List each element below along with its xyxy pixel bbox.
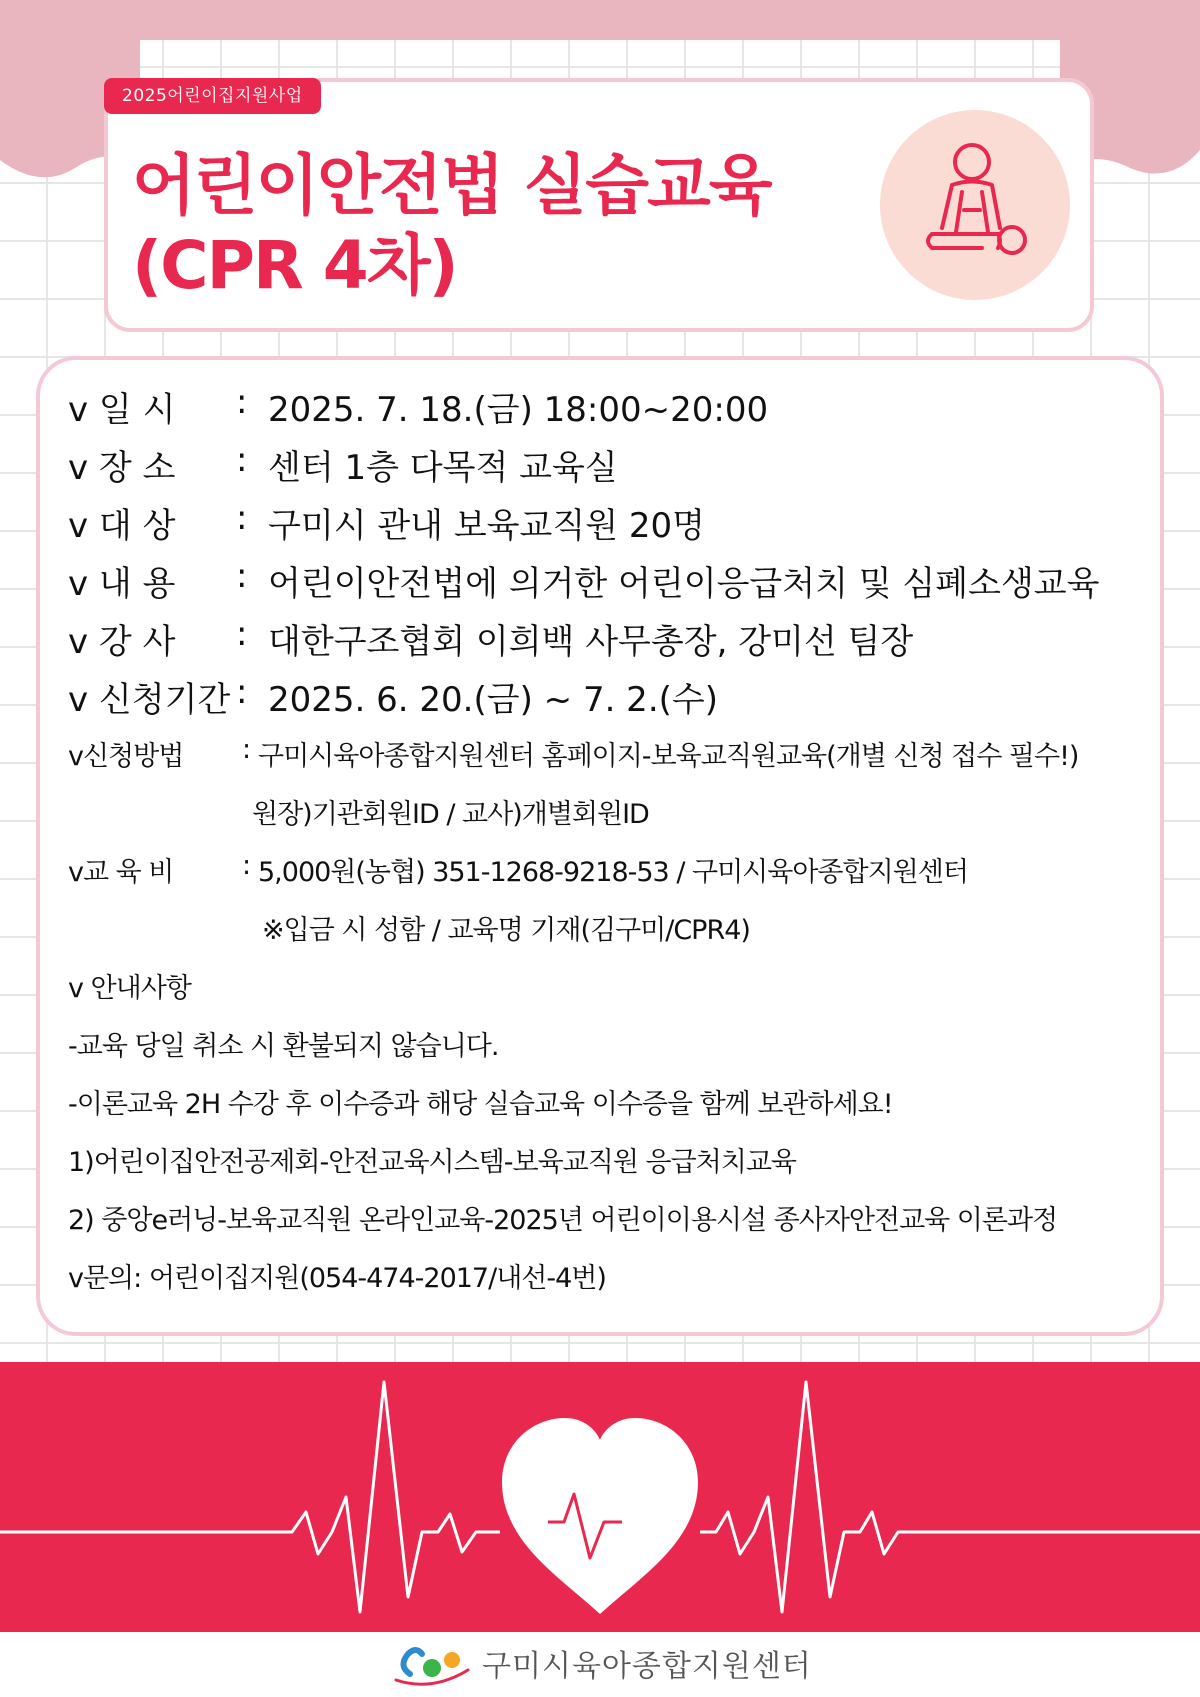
notice-heading: v 안내사항 bbox=[68, 973, 191, 1004]
info-colon: : bbox=[236, 672, 248, 712]
center-logo-icon bbox=[392, 1640, 472, 1688]
org-name: 구미시육아종합지원센터 bbox=[482, 1649, 812, 1684]
info-label: v 장 소 bbox=[68, 448, 176, 488]
info-label: v 대 상 bbox=[68, 506, 176, 546]
info-label: v 강 사 bbox=[68, 622, 176, 662]
notice-line: -교육 당일 취소 시 환불되지 않습니다. bbox=[68, 1031, 499, 1062]
notice-line: -이론교육 2H 수강 후 이수증과 해당 실습교육 이수증을 함께 보관하세요! bbox=[68, 1089, 893, 1120]
fee-line-2: ※입금 시 성함 / 교육명 기재(김구미/CPR4) bbox=[262, 915, 750, 946]
info-colon: : bbox=[236, 498, 248, 538]
title-line-2: (CPR 4차) bbox=[132, 227, 457, 304]
info-colon: : bbox=[242, 734, 251, 765]
cpr-icon bbox=[880, 110, 1070, 300]
info-colon: : bbox=[236, 556, 248, 596]
info-label: v교 육 비 bbox=[68, 857, 174, 888]
heart-icon bbox=[502, 1418, 698, 1614]
contact-line: v문의: 어린이집지원(054-474-2017/내선-4번) bbox=[68, 1263, 606, 1294]
info-value: 5,000원(농협) 351-1268-9218-53 / 구미시육아종합지원센터 bbox=[258, 857, 968, 888]
info-value: 2025. 7. 18.(금) 18:00~20:00 bbox=[268, 390, 769, 430]
notice-line: 2) 중앙e러닝-보육교직원 온라인교육-2025년 어린이이용시설 종사자안전교육 이론과정 bbox=[68, 1205, 1058, 1236]
ecg-line bbox=[0, 1362, 1200, 1632]
cpr-icon-badge bbox=[880, 110, 1070, 300]
info-value: 구미시육아종합지원센터 홈페이지-보육교직원교육(개별 신청 접수 필수!) bbox=[258, 741, 1079, 772]
info-value: 센터 1층 다목적 교육실 bbox=[268, 448, 618, 488]
title-line-1: 어린이안전법 실습교육 bbox=[132, 147, 771, 224]
info-colon: : bbox=[236, 440, 248, 480]
info-label: v 일 시 bbox=[68, 390, 176, 430]
program-tag: 2025어린이집지원사업 bbox=[104, 78, 321, 114]
notice-line: 1)어린이집안전공제회-안전교육시스템-보육교직원 응급처치교육 bbox=[68, 1147, 796, 1178]
info-label: v신청방법 bbox=[68, 741, 184, 772]
info-colon: : bbox=[242, 850, 251, 881]
apply-method-line-2: 원장)기관회원ID / 교사)개별회원ID bbox=[252, 799, 649, 830]
info-value: 어린이안전법에 의거한 어린이응급처치 및 심폐소생교육 bbox=[268, 564, 1100, 604]
info-label: v 내 용 bbox=[68, 564, 176, 604]
info-label: v 신청기간 bbox=[68, 680, 231, 720]
info-value: 2025. 6. 20.(금) ~ 7. 2.(수) bbox=[268, 680, 718, 720]
info-value: 구미시 관내 보육교직원 20명 bbox=[268, 506, 705, 546]
info-colon: : bbox=[236, 614, 248, 654]
page-title bbox=[132, 146, 771, 306]
info-value: 대한구조협회 이희백 사무총장, 강미선 팀장 bbox=[268, 622, 914, 662]
info-colon: : bbox=[236, 382, 248, 422]
